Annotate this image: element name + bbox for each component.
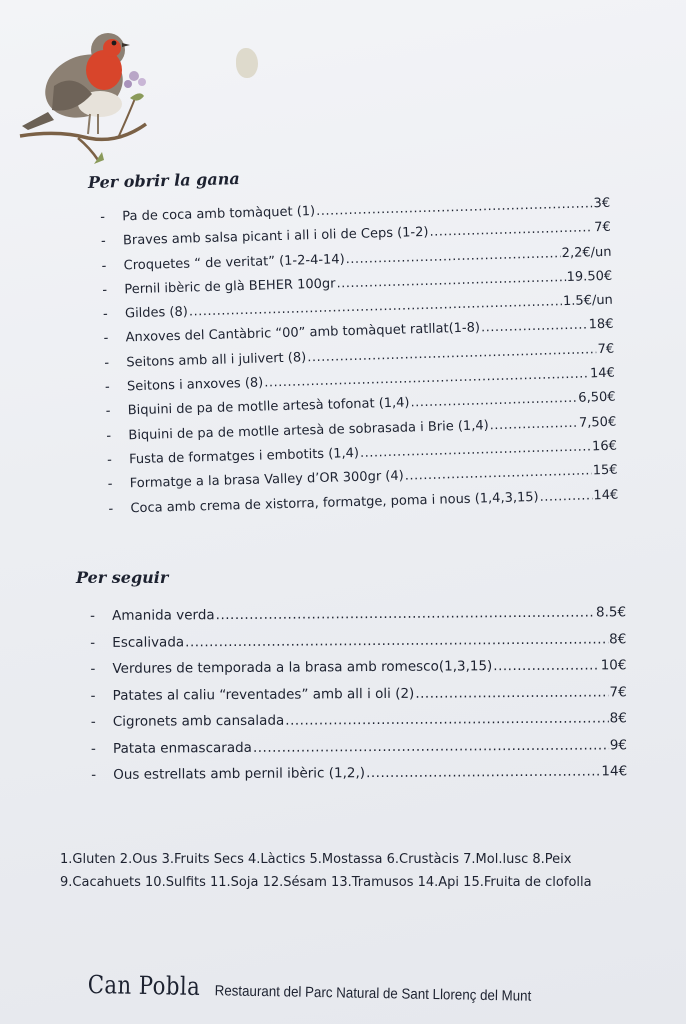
item-name: Biquini de pa de motlle artesà de sobrasada i Brie (1,4) bbox=[128, 417, 489, 443]
item-name: Verdures de temporada a la brasa amb romesco(1,3,15) bbox=[112, 658, 493, 677]
item-dash: - bbox=[90, 687, 96, 704]
item-name: Ous estrellats amb pernil ibèric (1,2,) bbox=[113, 765, 366, 783]
item-name: Croquetes “ de veritat” (1-2-4-14) bbox=[123, 251, 345, 273]
item-name: Amanida verda bbox=[112, 607, 215, 624]
item-price: 6,50€ bbox=[578, 390, 616, 407]
section-title-mains: Per seguir bbox=[76, 568, 169, 587]
item-dash: - bbox=[106, 428, 112, 444]
leader-dots bbox=[415, 679, 608, 707]
item-dash: - bbox=[103, 331, 109, 347]
item-name: Seitons amb all i julivert (8) bbox=[126, 350, 307, 371]
item-dash: - bbox=[90, 607, 96, 624]
item-name: Escalivada bbox=[112, 633, 185, 651]
item-price: 7,50€ bbox=[578, 414, 617, 431]
leader-dots bbox=[253, 732, 609, 761]
item-dash: - bbox=[104, 379, 110, 396]
menu-item bbox=[91, 679, 627, 709]
item-name: Coca amb crema de xistorra, formatge, poma i nous (1,4,3,15) bbox=[130, 489, 539, 516]
leader-dots bbox=[481, 314, 588, 341]
restaurant-name: Can Pobla bbox=[87, 970, 201, 1001]
item-dash: - bbox=[107, 477, 113, 493]
item-dash: - bbox=[102, 307, 108, 323]
item-price: 7€ bbox=[609, 683, 627, 700]
item-price: 14€ bbox=[589, 365, 616, 382]
item-price: 10€ bbox=[600, 657, 627, 674]
item-name: Patata enmascarada bbox=[112, 739, 252, 757]
restaurant-subtitle: Restaurant del Parc Natural de Sant Llorenç del Munt bbox=[214, 983, 532, 1005]
item-price: 18€ bbox=[588, 317, 614, 333]
item-price: 2,2€/un bbox=[561, 244, 612, 261]
leader-dots bbox=[366, 758, 601, 786]
item-dash: - bbox=[90, 660, 96, 677]
item-price: 8.5€ bbox=[595, 604, 627, 621]
leader-dots bbox=[493, 652, 600, 679]
mains-list bbox=[90, 599, 627, 788]
menu-item bbox=[91, 705, 627, 735]
item-name: Cigronets amb cansalada bbox=[112, 712, 285, 730]
item-price: 9€ bbox=[609, 736, 628, 753]
item-dash: - bbox=[104, 355, 110, 371]
item-dash: - bbox=[105, 404, 111, 420]
item-price: 3€ bbox=[593, 195, 611, 212]
item-dash: - bbox=[100, 234, 106, 250]
item-price: 8€ bbox=[609, 630, 627, 647]
menu-item bbox=[90, 652, 626, 682]
menu-item bbox=[91, 758, 627, 788]
paper-stain bbox=[236, 48, 258, 78]
item-dash: - bbox=[91, 766, 97, 783]
item-name: Seitons i anxoves (8) bbox=[126, 375, 264, 395]
item-price: 7€ bbox=[597, 341, 615, 357]
item-dash: - bbox=[102, 282, 108, 298]
item-name: Braves amb salsa picant i all i oli de Ceps (1-2) bbox=[122, 225, 429, 249]
item-price: 19.50€ bbox=[566, 268, 613, 285]
item-name: Formatge a la brasa Valley d’OR 300gr (4) bbox=[129, 468, 404, 492]
item-dash: - bbox=[90, 713, 96, 730]
menu-item bbox=[90, 599, 626, 629]
item-price: 1.5€/un bbox=[562, 292, 614, 310]
item-name: Fusta de formatges i embotits (1,4) bbox=[128, 445, 360, 468]
appetizer-list bbox=[100, 192, 619, 522]
leader-dots bbox=[285, 705, 609, 734]
robin-illustration bbox=[18, 26, 158, 174]
item-name: Biquini de pa de motlle artesà tofonat (1,4) bbox=[127, 395, 410, 419]
item-price: 7€ bbox=[594, 220, 612, 236]
section-title-appetizers: Per obrir la gana bbox=[87, 169, 240, 192]
allergen-legend bbox=[60, 848, 660, 894]
allergen-line: 1.Gluten 2.Ous 3.Fruits Secs 4.Làctics 5.Mostassa 6.Crustàcis 7.Mol.lusc 8.Peix bbox=[60, 852, 572, 867]
menu-item bbox=[91, 732, 627, 762]
item-price: 14€ bbox=[601, 763, 628, 780]
leader-dots bbox=[489, 411, 578, 438]
item-dash: - bbox=[90, 740, 96, 757]
item-name: Gildes (8) bbox=[124, 304, 189, 322]
item-dash: - bbox=[100, 209, 106, 225]
restaurant-footer bbox=[87, 970, 559, 1007]
item-name: Anxoves del Cantàbric “00” amb tomàquet ratllat(1-8) bbox=[125, 320, 481, 346]
leader-dots bbox=[185, 626, 608, 655]
menu-item bbox=[90, 626, 626, 656]
item-name: Patates al caliu “reventades” amb all i oli (2) bbox=[112, 685, 415, 704]
item-name: Pernil ibèric de glà BEHER 100gr bbox=[124, 276, 336, 298]
item-dash: - bbox=[108, 501, 114, 517]
item-price: 8€ bbox=[609, 710, 627, 727]
item-price: 15€ bbox=[592, 462, 618, 479]
item-price: 16€ bbox=[591, 438, 618, 455]
item-dash: - bbox=[90, 634, 96, 651]
leader-dots bbox=[539, 484, 593, 510]
item-name: Pa de coca amb tomàquet (1) bbox=[122, 203, 316, 225]
leader-dots bbox=[216, 599, 596, 628]
allergen-line: 9.Cacahuets 10.Sulfits 11.Soja 12.Sésam 13.Tramusos 14.Api 15.Fruita de clofolla bbox=[60, 875, 592, 890]
item-price: 14€ bbox=[593, 487, 619, 503]
item-dash: - bbox=[106, 452, 113, 468]
item-dash: - bbox=[101, 258, 107, 274]
